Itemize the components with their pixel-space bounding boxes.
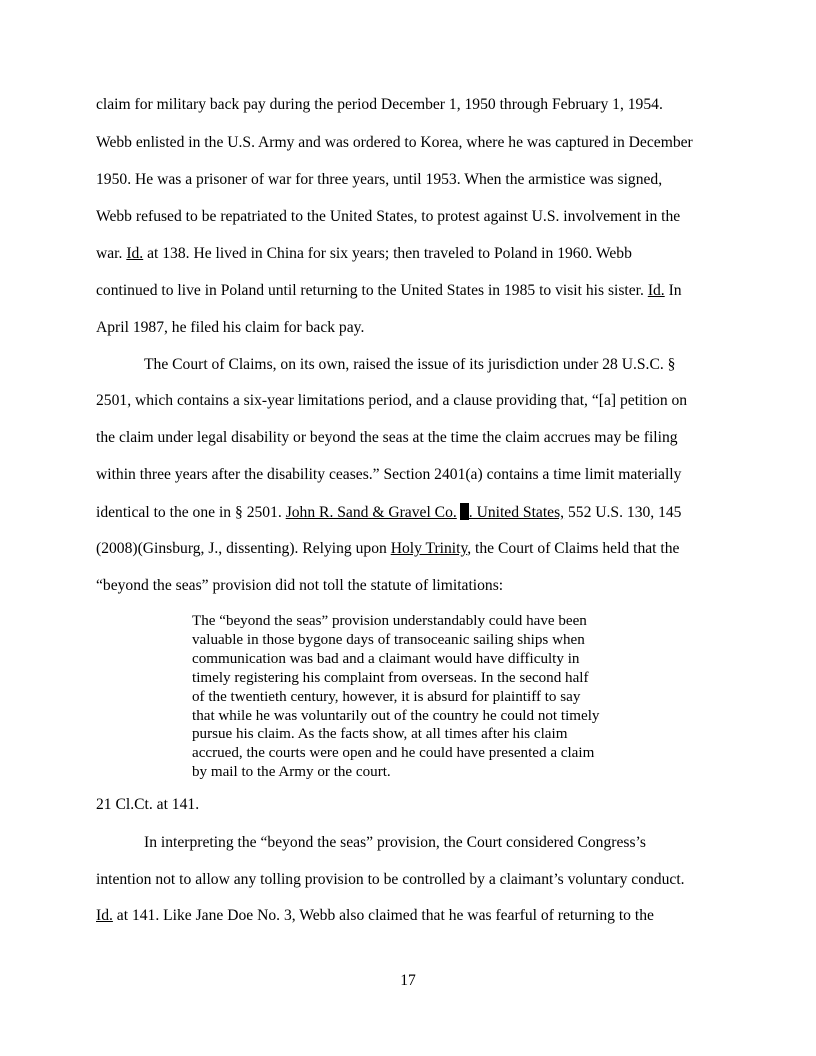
text-line: Webb refused to be repatriated to the United States, to protest against U.S. involvement in the [96, 208, 681, 225]
case-name-part: John R. Sand & Gravel Co. [285, 504, 457, 521]
quote-line: of the twentieth century, however, it is absurd for plaintiff to say [192, 688, 581, 705]
citation-id: Id. [647, 282, 665, 299]
quote-line: accrued, the courts were open and he could have presented a claim [192, 745, 595, 762]
text-line [96, 907, 654, 925]
text-segment: , the Court of Claims held that the [467, 540, 680, 557]
citation-id: Id. [96, 907, 113, 924]
text-line: intention not to allow any tolling provision to be controlled by a claimant’s voluntary conduct. [96, 871, 685, 888]
text-line [96, 540, 679, 558]
text-segment: at 141. Like Jane Doe No. 3, Webb also claimed that he was fearful of returning to the [112, 907, 654, 924]
quote-line: that while he was voluntarily out of the country he could not timely [192, 707, 600, 724]
text-segment: at 138. He lived in China for six years; then traveled to Poland in 1960. Webb [143, 245, 632, 262]
text-line [96, 245, 632, 263]
quote-line: communication was bad and a claimant would have difficulty in [192, 650, 580, 667]
text-line: Webb enlisted in the U.S. Army and was ordered to Korea, where he was captured in December [96, 134, 693, 151]
case-name-part: . United States, [468, 504, 565, 521]
text-line: the claim under legal disability or beyond the seas at the time the claim accrues may be filing [96, 429, 678, 446]
quote-line: pursue his claim. As the facts show, at all times after his claim [192, 726, 568, 743]
text-line: April 1987, he filed his claim for back pay. [96, 319, 365, 336]
text-line [96, 503, 681, 522]
text-line: within three years after the disability ceases.” Section 2401(a) contains a time limit materially [96, 466, 682, 483]
quote-line: by mail to the Army or the court. [192, 764, 391, 781]
block-quote [192, 612, 632, 782]
text-segment: identical to the one in § 2501. [96, 504, 286, 521]
text-segment: continued to live in Poland until returning to the United States in 1985 to visit his sister. [96, 282, 648, 299]
redaction-mark [460, 503, 469, 520]
text-segment: In [664, 282, 682, 299]
case-name [286, 504, 564, 521]
quote-citation: 21 Cl.Ct. at 141. [96, 796, 200, 813]
citation-id: Id. [126, 245, 144, 262]
page-number: 17 [400, 972, 416, 989]
text-segment: 552 U.S. 130, 145 [564, 504, 682, 521]
quote-line: valuable in those bygone days of transoceanic sailing ships when [192, 631, 585, 648]
text-segment: war. [96, 245, 127, 262]
case-name: Holy Trinity [390, 540, 468, 557]
text-line: “beyond the seas” provision did not toll the statute of limitations: [96, 577, 504, 594]
text-line: 1950. He was a prisoner of war for three years, until 1953. When the armistice was signed, [96, 171, 663, 188]
text-line: The Court of Claims, on its own, raised the issue of its jurisdiction under 28 U.S.C. § [144, 356, 676, 373]
text-segment: (2008)(Ginsburg, J., dissenting). Relying upon [96, 540, 391, 557]
text-line: 2501, which contains a six-year limitations period, and a clause providing that, “[a] petition on [96, 392, 688, 409]
quote-line: timely registering his complaint from overseas. In the second half [192, 669, 589, 686]
text-line [96, 282, 682, 300]
text-line: claim for military back pay during the period December 1, 1950 through February 1, 1954. [96, 96, 663, 113]
text-line: In interpreting the “beyond the seas” provision, the Court considered Congress’s [144, 834, 646, 851]
quote-line: The “beyond the seas” provision understandably could have been [192, 613, 587, 629]
